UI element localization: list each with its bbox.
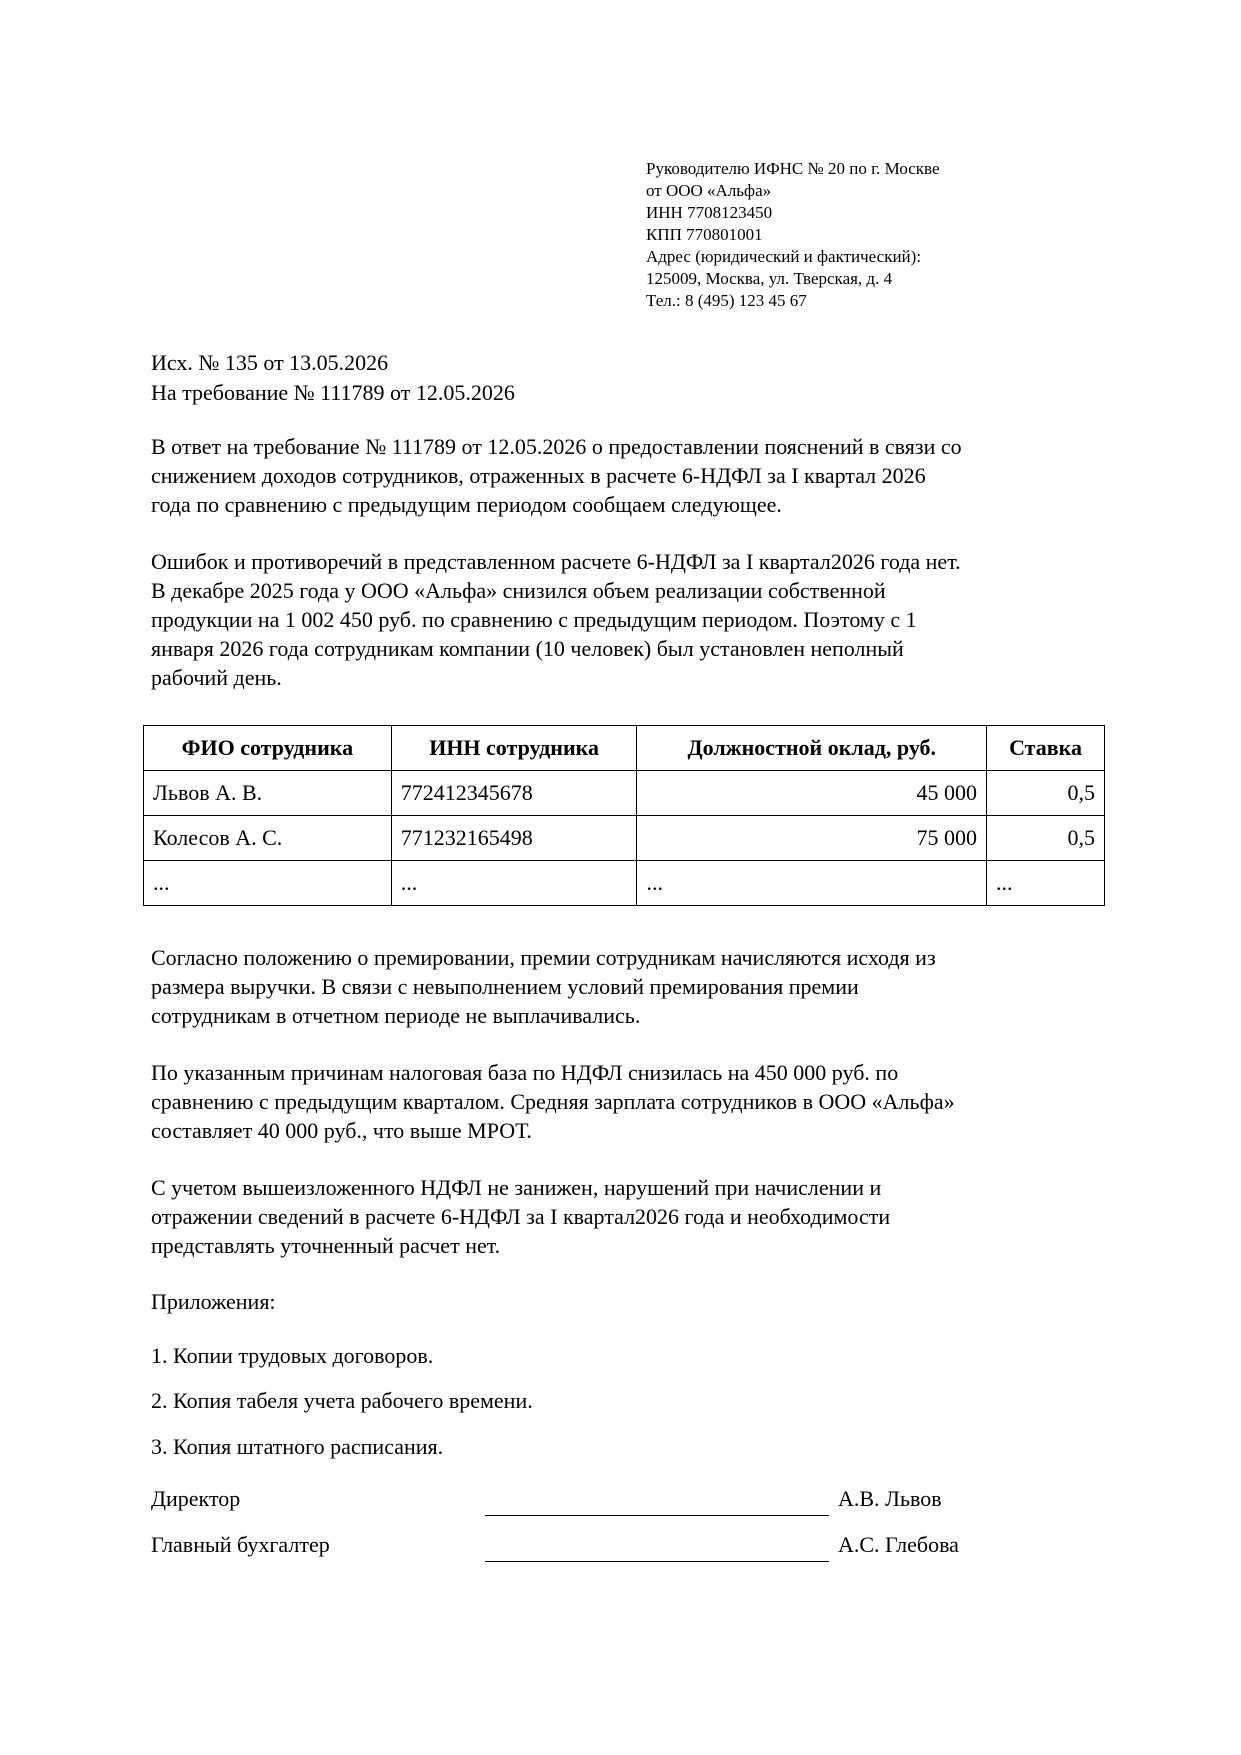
paragraph-line: сотрудникам в отчетном периоде не выплачивались. — [151, 1003, 641, 1028]
paragraph-bonuses — [151, 943, 1101, 1030]
table-row — [144, 771, 1105, 816]
header-inn: ИНН сотрудника — [391, 726, 637, 771]
signature-line-director — [485, 1515, 829, 1516]
paragraph-line: составляет 40 000 руб., что выше МРОТ. — [151, 1118, 532, 1143]
addressee-line: Тел.: 8 (495) 123 45 67 — [646, 291, 807, 310]
header-salary: Должностной оклад, руб. — [637, 726, 987, 771]
addressee-block — [646, 158, 1066, 312]
cell-name: Львов А. В. — [144, 771, 392, 816]
cell-name: ... — [144, 861, 392, 906]
cell-inn: 772412345678 — [391, 771, 637, 816]
paragraph-line: В ответ на требование № 111789 от 12.05.2026 о предоставлении пояснений в связи со — [151, 434, 962, 459]
paragraph-line: отражении сведений в расчете 6-НДФЛ за I квартал2026 года и необходимости — [151, 1204, 891, 1229]
table-row — [144, 861, 1105, 906]
paragraph-conclusion — [151, 1173, 1101, 1260]
paragraph-intro — [151, 432, 1101, 519]
table-header-row — [144, 726, 1105, 771]
paragraph-line: продукции на 1 002 450 руб. по сравнению с предыдущим периодом. Поэтому с 1 — [151, 607, 917, 632]
staff-table — [143, 725, 1105, 906]
outgoing-number: Исх. № 135 от 13.05.2026 — [151, 350, 389, 375]
reference-block — [151, 348, 515, 408]
addressee-line: ИНН 7708123450 — [646, 203, 773, 222]
cell-inn: 771232165498 — [391, 816, 637, 861]
cell-rate: 0,5 — [987, 816, 1105, 861]
addressee-line: Адрес (юридический и фактический): — [646, 247, 922, 266]
table-row — [144, 816, 1105, 861]
paragraph-line: По указанным причинам налоговая база по НДФЛ снизилась на 450 000 руб. по — [151, 1060, 899, 1085]
addressee-line: КПП 770801001 — [646, 225, 763, 244]
paragraph-tax-base — [151, 1058, 1101, 1145]
paragraph-line: В декабре 2025 года у ООО «Альфа» снизился объем реализации собственной — [151, 578, 886, 603]
paragraph-line: Ошибок и противоречий в представленном расчете 6-НДФЛ за I квартал2026 года нет. — [151, 549, 961, 574]
paragraph-line: рабочий день. — [151, 665, 282, 690]
paragraph-line: снижением доходов сотрудников, отраженных в расчете 6-НДФЛ за I квартал 2026 — [151, 463, 926, 488]
attachment-item: 1. Копии трудовых договоров. — [151, 1343, 434, 1368]
addressee-line: 125009, Москва, ул. Тверская, д. 4 — [646, 269, 893, 288]
paragraph-line: Согласно положению о премировании, премии сотрудникам начисляются исходя из — [151, 945, 936, 970]
cell-salary: 75 000 — [637, 816, 987, 861]
signature-role-director: Директор — [151, 1486, 241, 1511]
cell-name: Колесов А. С. — [144, 816, 392, 861]
cell-salary: ... — [637, 861, 987, 906]
attachments-title: Приложения: — [151, 1289, 276, 1314]
signature-role-accountant: Главный бухгалтер — [151, 1532, 330, 1557]
paragraph-line: января 2026 года сотрудникам компании (10 человек) был установлен неполный — [151, 636, 904, 661]
signature-name-director: А.В. Львов — [838, 1486, 942, 1511]
cell-salary: 45 000 — [637, 771, 987, 816]
cell-inn: ... — [391, 861, 637, 906]
paragraph-explanation — [151, 547, 1101, 692]
addressee-line: от ООО «Альфа» — [646, 181, 772, 200]
addressee-line: Руководителю ИФНС № 20 по г. Москве — [646, 159, 940, 178]
header-rate: Ставка — [987, 726, 1105, 771]
paragraph-line: сравнению с предыдущим кварталом. Средняя зарплата сотрудников в ООО «Альфа» — [151, 1089, 955, 1114]
signature-line-accountant — [485, 1561, 829, 1562]
paragraph-line: года по сравнению с предыдущим периодом сообщаем следующее. — [151, 492, 782, 517]
paragraph-line: С учетом вышеизложенного НДФЛ не занижен, нарушений при начислении и — [151, 1175, 882, 1200]
signature-name-accountant: А.С. Глебова — [838, 1532, 959, 1557]
attachment-item: 3. Копия штатного расписания. — [151, 1434, 444, 1459]
paragraph-line: размера выручки. В связи с невыполнением условий премирования премии — [151, 974, 859, 999]
attachment-item: 2. Копия табеля учета рабочего времени. — [151, 1388, 533, 1413]
header-name: ФИО сотрудника — [144, 726, 392, 771]
paragraph-line: представлять уточненный расчет нет. — [151, 1233, 501, 1258]
cell-rate: 0,5 — [987, 771, 1105, 816]
request-reference: На требование № 111789 от 12.05.2026 — [151, 380, 515, 405]
cell-rate: ... — [987, 861, 1105, 906]
